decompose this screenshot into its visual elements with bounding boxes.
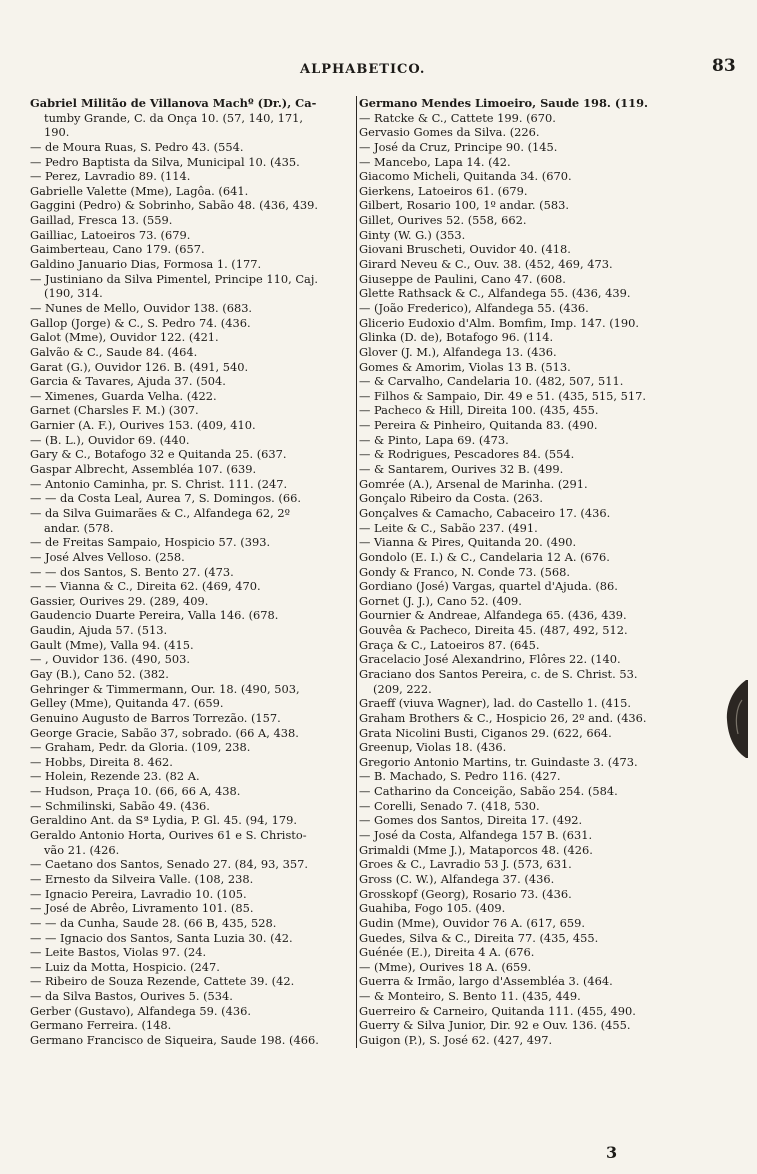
- index-entry: Geraldino Ant. da Sª Lydia, P. Gl. 45. (94, 179.: [30, 813, 298, 828]
- page-title: ALPHABETICO.: [300, 62, 426, 77]
- index-entry: Genuino Augusto de Barros Torrezão. (157.: [30, 710, 281, 725]
- index-entry: — — da Costa Leal, Aurea 7, S. Domingos. (66.: [30, 491, 301, 506]
- index-entry: — Mancebo, Lapa 14. (42.: [359, 154, 511, 169]
- index-entry: — Perez, Lavradio 89. (114.: [30, 169, 191, 184]
- index-entry: — Schmilinski, Sabão 49. (436.: [30, 798, 210, 813]
- index-entry: Graça & C., Latoeiros 87. (645.: [359, 637, 540, 652]
- index-entry: — Nunes de Mello, Ouvidor 138. (683.: [30, 300, 253, 315]
- index-entry: — Leite & C., Sabão 237. (491.: [359, 520, 538, 535]
- index-entry: — Corelli, Senado 7. (418, 530.: [359, 798, 540, 813]
- index-entry: Gallop (Jorge) & C., S. Pedro 74. (436.: [30, 315, 251, 330]
- index-entry: Glicerio Eudoxio d'Alm. Bomfim, Imp. 147. (190.: [359, 315, 640, 330]
- index-entry: — Leite Bastos, Violas 97. (24.: [30, 945, 207, 960]
- index-entry: Gary & C., Botafogo 32 e Quitanda 25. (637.: [30, 447, 287, 462]
- index-entry: — Hobbs, Direita 8. 462.: [30, 754, 173, 769]
- index-entry: Garat (G.), Ouvidor 126. B. (491, 540.: [30, 359, 249, 374]
- index-entry: Gondolo (E. I.) & C., Candelaria 12 A. (676.: [359, 549, 610, 564]
- index-entry: Glover (J. M.), Alfandega 13. (436.: [359, 344, 557, 359]
- index-entry: — Holein, Rezende 23. (82 A.: [30, 769, 200, 784]
- index-entry: Gierkens, Latoeiros 61. (679.: [359, 183, 528, 198]
- index-entry: Germano Ferreira. (148.: [30, 1018, 172, 1033]
- index-entry: Gaudin, Ajuda 57. (513.: [30, 623, 168, 638]
- index-entry: Galvão & C., Saude 84. (464.: [30, 344, 198, 359]
- index-entry: — Luiz da Motta, Hospicio. (247.: [30, 959, 220, 974]
- index-entry: — Vianna & Pires, Quitanda 20. (490.: [359, 535, 577, 550]
- index-entry: Glinka (D. de), Botafogo 96. (114.: [359, 330, 554, 345]
- index-entry: Gondy & Franco, N. Conde 73. (568.: [359, 564, 570, 579]
- index-entry: — & Carvalho, Candelaria 10. (482, 507, 511.: [359, 374, 624, 389]
- index-entry: Gonçalo Ribeiro da Costa. (263.: [359, 491, 543, 506]
- index-entry: — Ernesto da Silveira Valle. (108, 238.: [30, 871, 254, 886]
- index-entry: — José de Abrêo, Livramento 101. (85.: [30, 901, 254, 916]
- index-entry: Gaudencio Duarte Pereira, Valla 146. (678.: [30, 608, 279, 623]
- index-entry: — B. Machado, S. Pedro 116. (427.: [359, 769, 561, 784]
- index-entry: George Gracie, Sabão 37, sobrado. (66 A, 438.: [30, 725, 299, 740]
- index-entry: — José da Cruz, Principe 90. (145.: [359, 139, 558, 154]
- index-entry: Ginty (W. G.) (353.: [359, 227, 466, 242]
- index-entry: Gabriel Militão de Villanova Machº (Dr.), Ca-: [30, 96, 317, 110]
- index-entry: Gassier, Ourives 29. (289, 409.: [30, 593, 209, 608]
- left-column: [30, 96, 348, 1048]
- index-entry: tumby Grande, C. da Onça 10. (57, 140, 171,: [44, 110, 303, 125]
- index-entry: Gomes & Amorim, Violas 13 B. (513.: [359, 359, 571, 374]
- index-entry: Grimaldi (Mme J.), Mataporcos 48. (426.: [359, 842, 593, 857]
- index-entry: — de Freitas Sampaio, Hospicio 57. (393.: [30, 535, 271, 550]
- index-entry: — Ratcke & C., Cattete 199. (670.: [359, 110, 556, 125]
- index-entry: Guahiba, Fogo 105. (409.: [359, 901, 506, 916]
- index-entry: Germano Mendes Limoeiro, Saude 198. (119.: [359, 96, 648, 110]
- ink-blot: [724, 676, 750, 762]
- index-entry: — — Vianna & C., Direita 62. (469, 470.: [30, 579, 261, 594]
- index-entry: — — dos Santos, S. Bento 27. (473.: [30, 564, 234, 579]
- index-entry: Gaillad, Fresca 13. (559.: [30, 213, 173, 228]
- index-entry: — Gomes dos Santos, Direita 17. (492.: [359, 813, 583, 828]
- index-entry: — (Mme), Ourives 18 A. (659.: [359, 959, 532, 974]
- index-entry: Guigon (P.), S. José 62. (427, 497.: [359, 1033, 553, 1047]
- index-entry: Gabrielle Valette (Mme), Lagôa. (641.: [30, 183, 249, 198]
- page-number: 83: [712, 56, 736, 76]
- index-entry: — Antonio Caminha, pr. S. Christ. 111. (247.: [30, 476, 288, 491]
- index-entry: Gaggini (Pedro) & Sobrinho, Sabão 48. (436, 439.: [30, 198, 318, 213]
- index-entry: — & Pinto, Lapa 69. (473.: [359, 432, 509, 447]
- index-entry: Gouvêa & Pacheco, Direita 45. (487, 492, 512.: [359, 623, 628, 638]
- index-entry: Graham Brothers & C., Hospicio 26, 2º and. (436.: [359, 710, 647, 725]
- index-entry: Gilbert, Rosario 100, 1º andar. (583.: [359, 198, 569, 213]
- index-entry: — (João Frederico), Alfandega 55. (436.: [359, 300, 589, 315]
- index-entry: Garnier (A. F.), Ourives 153. (409, 410.: [30, 418, 256, 433]
- index-entry: — José Alves Velloso. (258.: [30, 549, 185, 564]
- index-entry: Gomrée (A.), Arsenal de Marinha. (291.: [359, 476, 588, 491]
- index-entry: Guénée (E.), Direita 4 A. (676.: [359, 945, 535, 960]
- index-entry: Gailliac, Latoeiros 73. (679.: [30, 227, 191, 242]
- index-entry: Grata Nicolini Busti, Ciganos 29. (622, 664.: [359, 725, 612, 740]
- index-entry: — José da Costa, Alfandega 157 B. (631.: [359, 828, 593, 843]
- index-entry: Grosskopf (Georg), Rosario 73. (436.: [359, 886, 572, 901]
- signature-mark: 3: [606, 1143, 618, 1162]
- index-entry: Galot (Mme), Ouvidor 122. (421.: [30, 330, 219, 345]
- page-header: [0, 56, 757, 84]
- index-entry: Geraldo Antonio Horta, Ourives 61 e S. Christo-: [30, 828, 307, 843]
- index-entry: — Ximenes, Guarda Velha. (422.: [30, 388, 217, 403]
- index-entry: — da Silva Guimarães & C., Alfandega 62, 2º: [30, 505, 290, 520]
- index-entry: Gracelacio José Alexandrino, Flôres 22. (140.: [359, 652, 621, 667]
- index-entry: — & Santarem, Ourives 32 B. (499.: [359, 462, 564, 477]
- index-entry: — de Moura Ruas, S. Pedro 43. (554.: [30, 139, 244, 154]
- index-entry: Gervasio Gomes da Silva. (226.: [359, 125, 540, 140]
- index-entry: Gehringer & Timmermann, Our. 18. (490, 503,: [30, 681, 300, 696]
- index-entry: Guedes, Silva & C., Direita 77. (435, 455.: [359, 930, 599, 945]
- index-entry: Guerry & Silva Junior, Dir. 92 e Ouv. 136. (455.: [359, 1018, 631, 1033]
- index-entry: Gillet, Ourives 52. (558, 662.: [359, 213, 527, 228]
- index-entry: Gaimberteau, Cano 179. (657.: [30, 242, 205, 257]
- index-entry: Gerber (Gustavo), Alfandega 59. (436.: [30, 1003, 251, 1018]
- index-entry: Gournier & Andreae, Alfandega 65. (436, 439.: [359, 608, 627, 623]
- index-entry: — Pereira & Pinheiro, Quitanda 83. (490.: [359, 418, 598, 433]
- index-entry: — (B. L.), Ouvidor 69. (440.: [30, 432, 190, 447]
- index-entry: Giacomo Micheli, Quitanda 34. (670.: [359, 169, 572, 184]
- index-entry: — Ignacio Pereira, Lavradio 10. (105.: [30, 886, 247, 901]
- index-entry: Galdino Januario Dias, Formosa 1. (177.: [30, 257, 262, 272]
- index-entry: — & Monteiro, S. Bento 11. (435, 449.: [359, 989, 581, 1004]
- index-entry: Gay (B.), Cano 52. (382.: [30, 666, 169, 681]
- index-entry: — , Ouvidor 136. (490, 503.: [30, 652, 190, 667]
- index-entry: Gregorio Antonio Martins, tr. Guindaste 3. (473.: [359, 754, 638, 769]
- index-entry: Graciano dos Santos Pereira, c. de S. Christ. 53.: [359, 666, 638, 681]
- index-entry: Gelley (Mme), Quitanda 47. (659.: [30, 696, 224, 711]
- index-entry: — Pedro Baptista da Silva, Municipal 10. (435.: [30, 154, 300, 169]
- right-column: [356, 96, 709, 1048]
- index-entry: Glette Rathsack & C., Alfandega 55. (436, 439.: [359, 286, 631, 301]
- index-entry: — & Rodrigues, Pescadores 84. (554.: [359, 447, 575, 462]
- index-entry: Gornet (J. J.), Cano 52. (409.: [359, 593, 522, 608]
- index-entry: Graeff (viuva Wagner), lad. do Castello 1. (415.: [359, 696, 631, 711]
- index-entry: (190, 314.: [44, 286, 103, 301]
- index-entry: — Catharino da Conceição, Sabão 254. (584.: [359, 784, 618, 799]
- index-entry: — Caetano dos Santos, Senado 27. (84, 93, 357.: [30, 857, 308, 872]
- index-entry: Garnet (Charsles F. M.) (307.: [30, 403, 199, 418]
- index-entry: andar. (578.: [44, 520, 114, 535]
- index-entry: — Pacheco & Hill, Direita 100. (435, 455.: [359, 403, 599, 418]
- index-entry: Gault (Mme), Valla 94. (415.: [30, 637, 194, 652]
- index-entry: — Hudson, Praça 10. (66, 66 A, 438.: [30, 784, 241, 799]
- index-entry: Gonçalves & Camacho, Cabaceiro 17. (436.: [359, 505, 611, 520]
- index-entry: — Filhos & Sampaio, Dir. 49 e 51. (435, 515, 517.: [359, 388, 647, 403]
- index-entry: Giovani Bruscheti, Ouvidor 40. (418.: [359, 242, 571, 257]
- index-entry: — Justiniano da Silva Pimentel, Principe 110, Caj.: [30, 271, 318, 286]
- index-entry: Guerra & Irmão, largo d'Assembléa 3. (464.: [359, 974, 613, 989]
- index-entry: Gudin (Mme), Ouvidor 76 A. (617, 659.: [359, 915, 585, 930]
- index-entry: (209, 222.: [373, 681, 432, 696]
- index-entry: Germano Francisco de Siqueira, Saude 198. (466.: [30, 1033, 319, 1047]
- index-entry: — da Silva Bastos, Ourives 5. (534.: [30, 989, 233, 1004]
- index-entry: vão 21. (426.: [44, 842, 120, 857]
- index-entry: Gaspar Albrecht, Assembléa 107. (639.: [30, 462, 257, 477]
- index-entry: Gordiano (José) Vargas, quartel d'Ajuda. (86.: [359, 579, 618, 594]
- index-entry: Guerreiro & Carneiro, Quitanda 111. (455, 490.: [359, 1003, 636, 1018]
- index-entry: — Ribeiro de Souza Rezende, Cattete 39. (42.: [30, 974, 295, 989]
- index-entry: Greenup, Violas 18. (436.: [359, 740, 507, 755]
- index-entry: Garcia & Tavares, Ajuda 37. (504.: [30, 374, 226, 389]
- index-entry: — — Ignacio dos Santos, Santa Luzia 30. (42.: [30, 930, 293, 945]
- index-entry: 190.: [44, 125, 70, 140]
- index-entry: Gross (C. W.), Alfandega 37. (436.: [359, 871, 555, 886]
- index-entry: Girard Neveu & C., Ouv. 38. (452, 469, 473.: [359, 257, 613, 272]
- index-entry: — — da Cunha, Saude 28. (66 B, 435, 528.: [30, 915, 277, 930]
- index-entry: — Graham, Pedr. da Gloria. (109, 238.: [30, 740, 251, 755]
- index-entry: Giuseppe de Paulini, Cano 47. (608.: [359, 271, 566, 286]
- index-entry: Groes & C., Lavradio 53 J. (573, 631.: [359, 857, 572, 872]
